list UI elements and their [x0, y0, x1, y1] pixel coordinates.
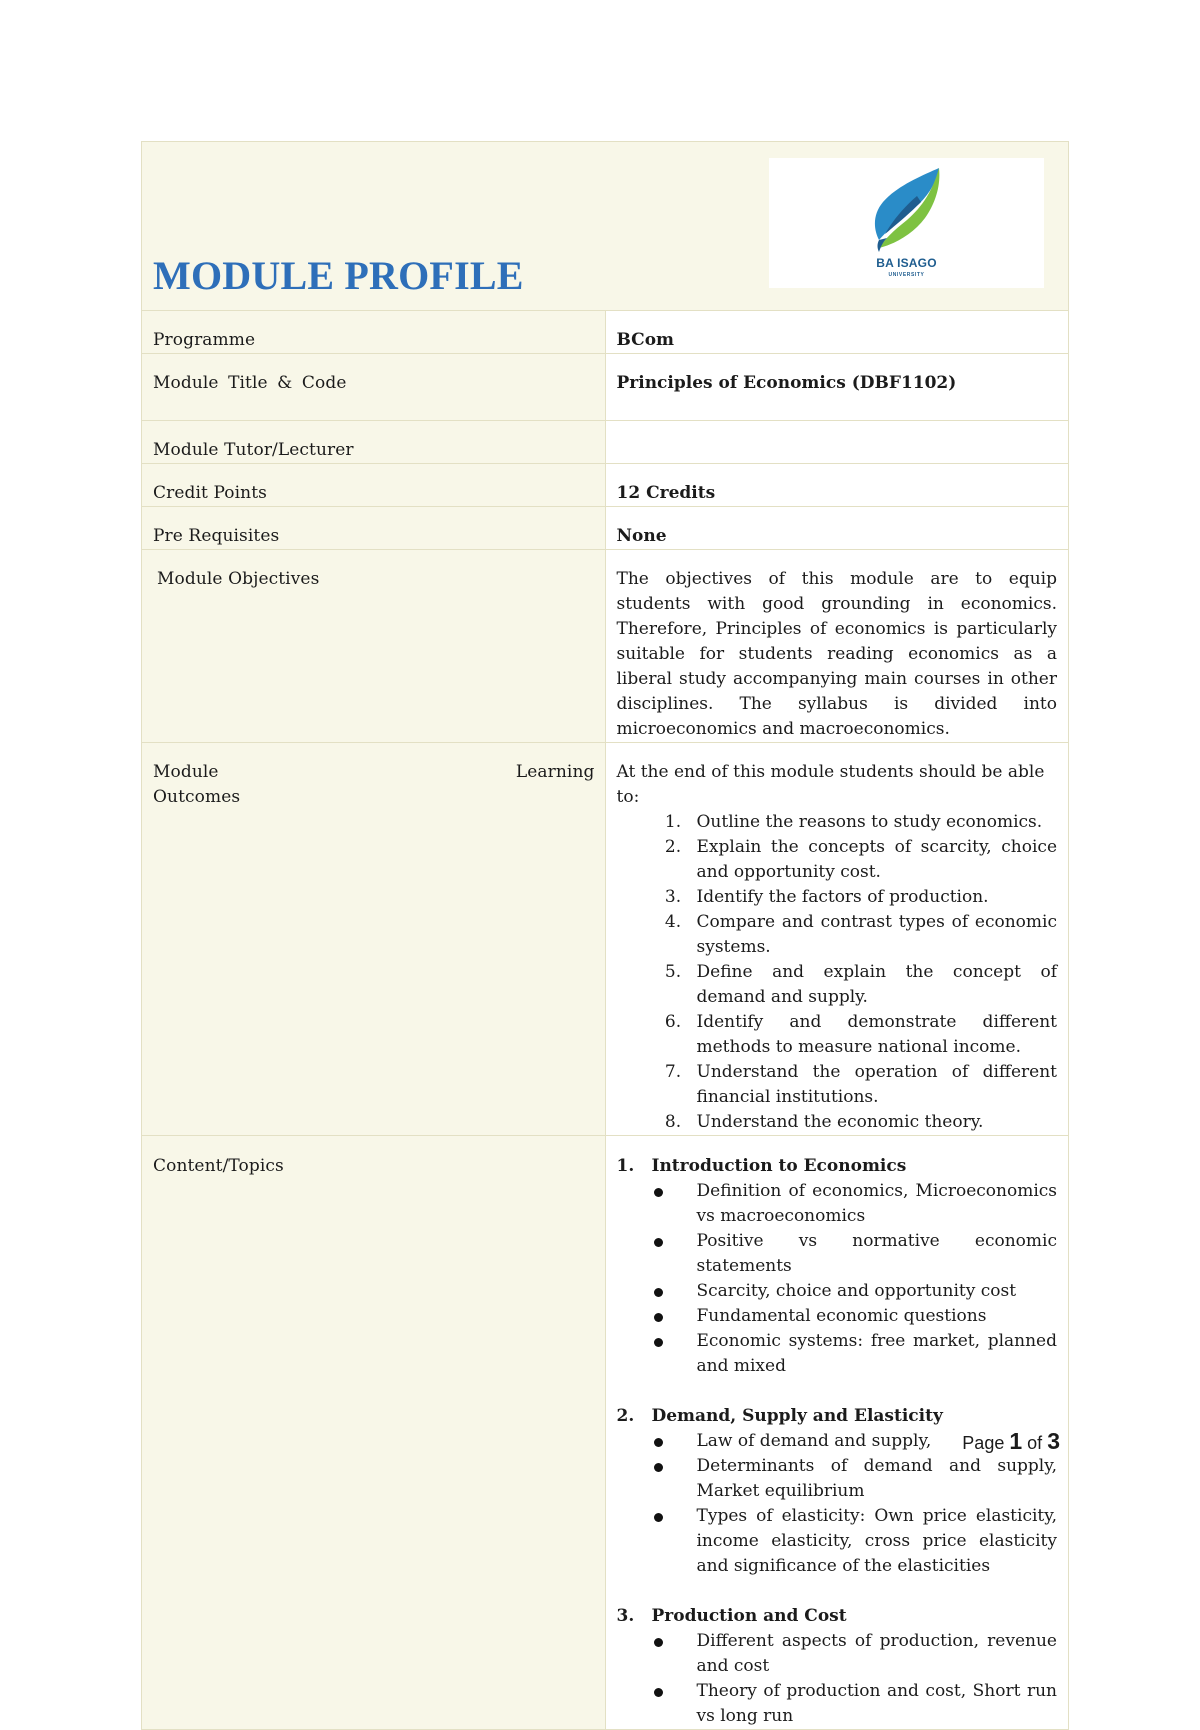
list-item: 5. Define and explain the concept of demand and supply. [687, 960, 1058, 1010]
title-code-label: Module Title & Code [153, 373, 347, 393]
content-label: Content/Topics [153, 1156, 284, 1176]
outcomes-row [142, 743, 1069, 1136]
topic-heading: 1. Introduction to Economics [616, 1156, 907, 1176]
prereq-value: None [616, 526, 667, 546]
tutor-value [606, 421, 1069, 438]
logo-subtitle: UNIVERSITY [888, 272, 925, 278]
list-item: Different aspects of production, revenue and cost [687, 1629, 1058, 1679]
university-logo [769, 158, 1044, 288]
title-code-value: Principles of Economics (DBF1102) [616, 373, 957, 393]
list-item: Fundamental economic questions [687, 1304, 1058, 1329]
list-item: Economic systems: free market, planned and mixed [687, 1329, 1058, 1379]
page-number: Page 1 of 3 [962, 1428, 1060, 1454]
outcomes-intro: At the end of this module students should be able to: [616, 762, 1045, 807]
outcomes-label: Module Learning Outcomes [153, 762, 595, 807]
topic-list [617, 1629, 1058, 1729]
prereq-row [142, 507, 1069, 550]
credits-row [142, 464, 1069, 507]
list-item: Types of elasticity: Own price elasticity, income elasticity, cross price elasticity and significance of the elasticities [687, 1504, 1058, 1579]
list-item: 4. Compare and contrast types of economic systems. [687, 910, 1058, 960]
outcomes-content [606, 743, 1069, 1135]
credits-value: 12 Credits [616, 483, 716, 503]
credits-label: Credit Points [153, 483, 267, 503]
topic-heading: 3. Production and Cost [616, 1606, 847, 1626]
list-item: 6. Identify and demonstrate different methods to measure national income. [687, 1010, 1058, 1060]
prereq-label: Pre Requisites [153, 526, 280, 546]
list-item: Positive vs normative economic statements [687, 1229, 1058, 1279]
topic-list [617, 1179, 1058, 1379]
page-title: MODULE PROFILE [153, 253, 524, 298]
list-item: Scarcity, choice and opportunity cost [687, 1279, 1058, 1304]
module-profile-table [141, 141, 1069, 1730]
outcomes-list [617, 810, 1058, 1135]
title-code-row [142, 354, 1069, 421]
list-item: Law of demand and supply, [687, 1429, 1058, 1454]
list-item: Determinants of demand and supply, Market equilibrium [687, 1454, 1058, 1504]
programme-row [142, 311, 1069, 354]
tutor-label: Module Tutor/Lecturer [153, 440, 354, 460]
list-item: 3. Identify the factors of production. [687, 885, 1058, 910]
programme-value: BCom [616, 330, 675, 350]
header-cell [142, 142, 1069, 311]
list-item: Theory of production and cost, Short run vs long run [687, 1679, 1058, 1729]
list-item: 1. Outline the reasons to study economics. [687, 810, 1058, 835]
objectives-row [142, 550, 1069, 743]
tutor-row [142, 421, 1069, 464]
logo-name: BA ISAGO [876, 256, 937, 270]
leaf-logo-icon [869, 166, 944, 254]
list-item: Definition of economics, Microeconomics vs macroeconomics [687, 1179, 1058, 1229]
list-item: 2. Explain the concepts of scarcity, choice and opportunity cost. [687, 835, 1058, 885]
programme-label: Programme [153, 330, 256, 350]
list-item: 7. Understand the operation of different financial institutions. [687, 1060, 1058, 1110]
objectives-label: Module Objectives [157, 569, 320, 589]
list-item: 8. Understand the economic theory. [687, 1110, 1058, 1135]
objectives-text: The objectives of this module are to equip students with good grounding in economics. Therefore, Principles of economics is particularly suitable for students reading economics as a liberal study accompanying main courses in other disciplines. The syllabus is divided into microeconomics and macroeconomics. [616, 569, 1057, 739]
content-row [142, 1136, 1069, 1730]
topic-heading: 2. Demand, Supply and Elasticity [616, 1406, 943, 1426]
